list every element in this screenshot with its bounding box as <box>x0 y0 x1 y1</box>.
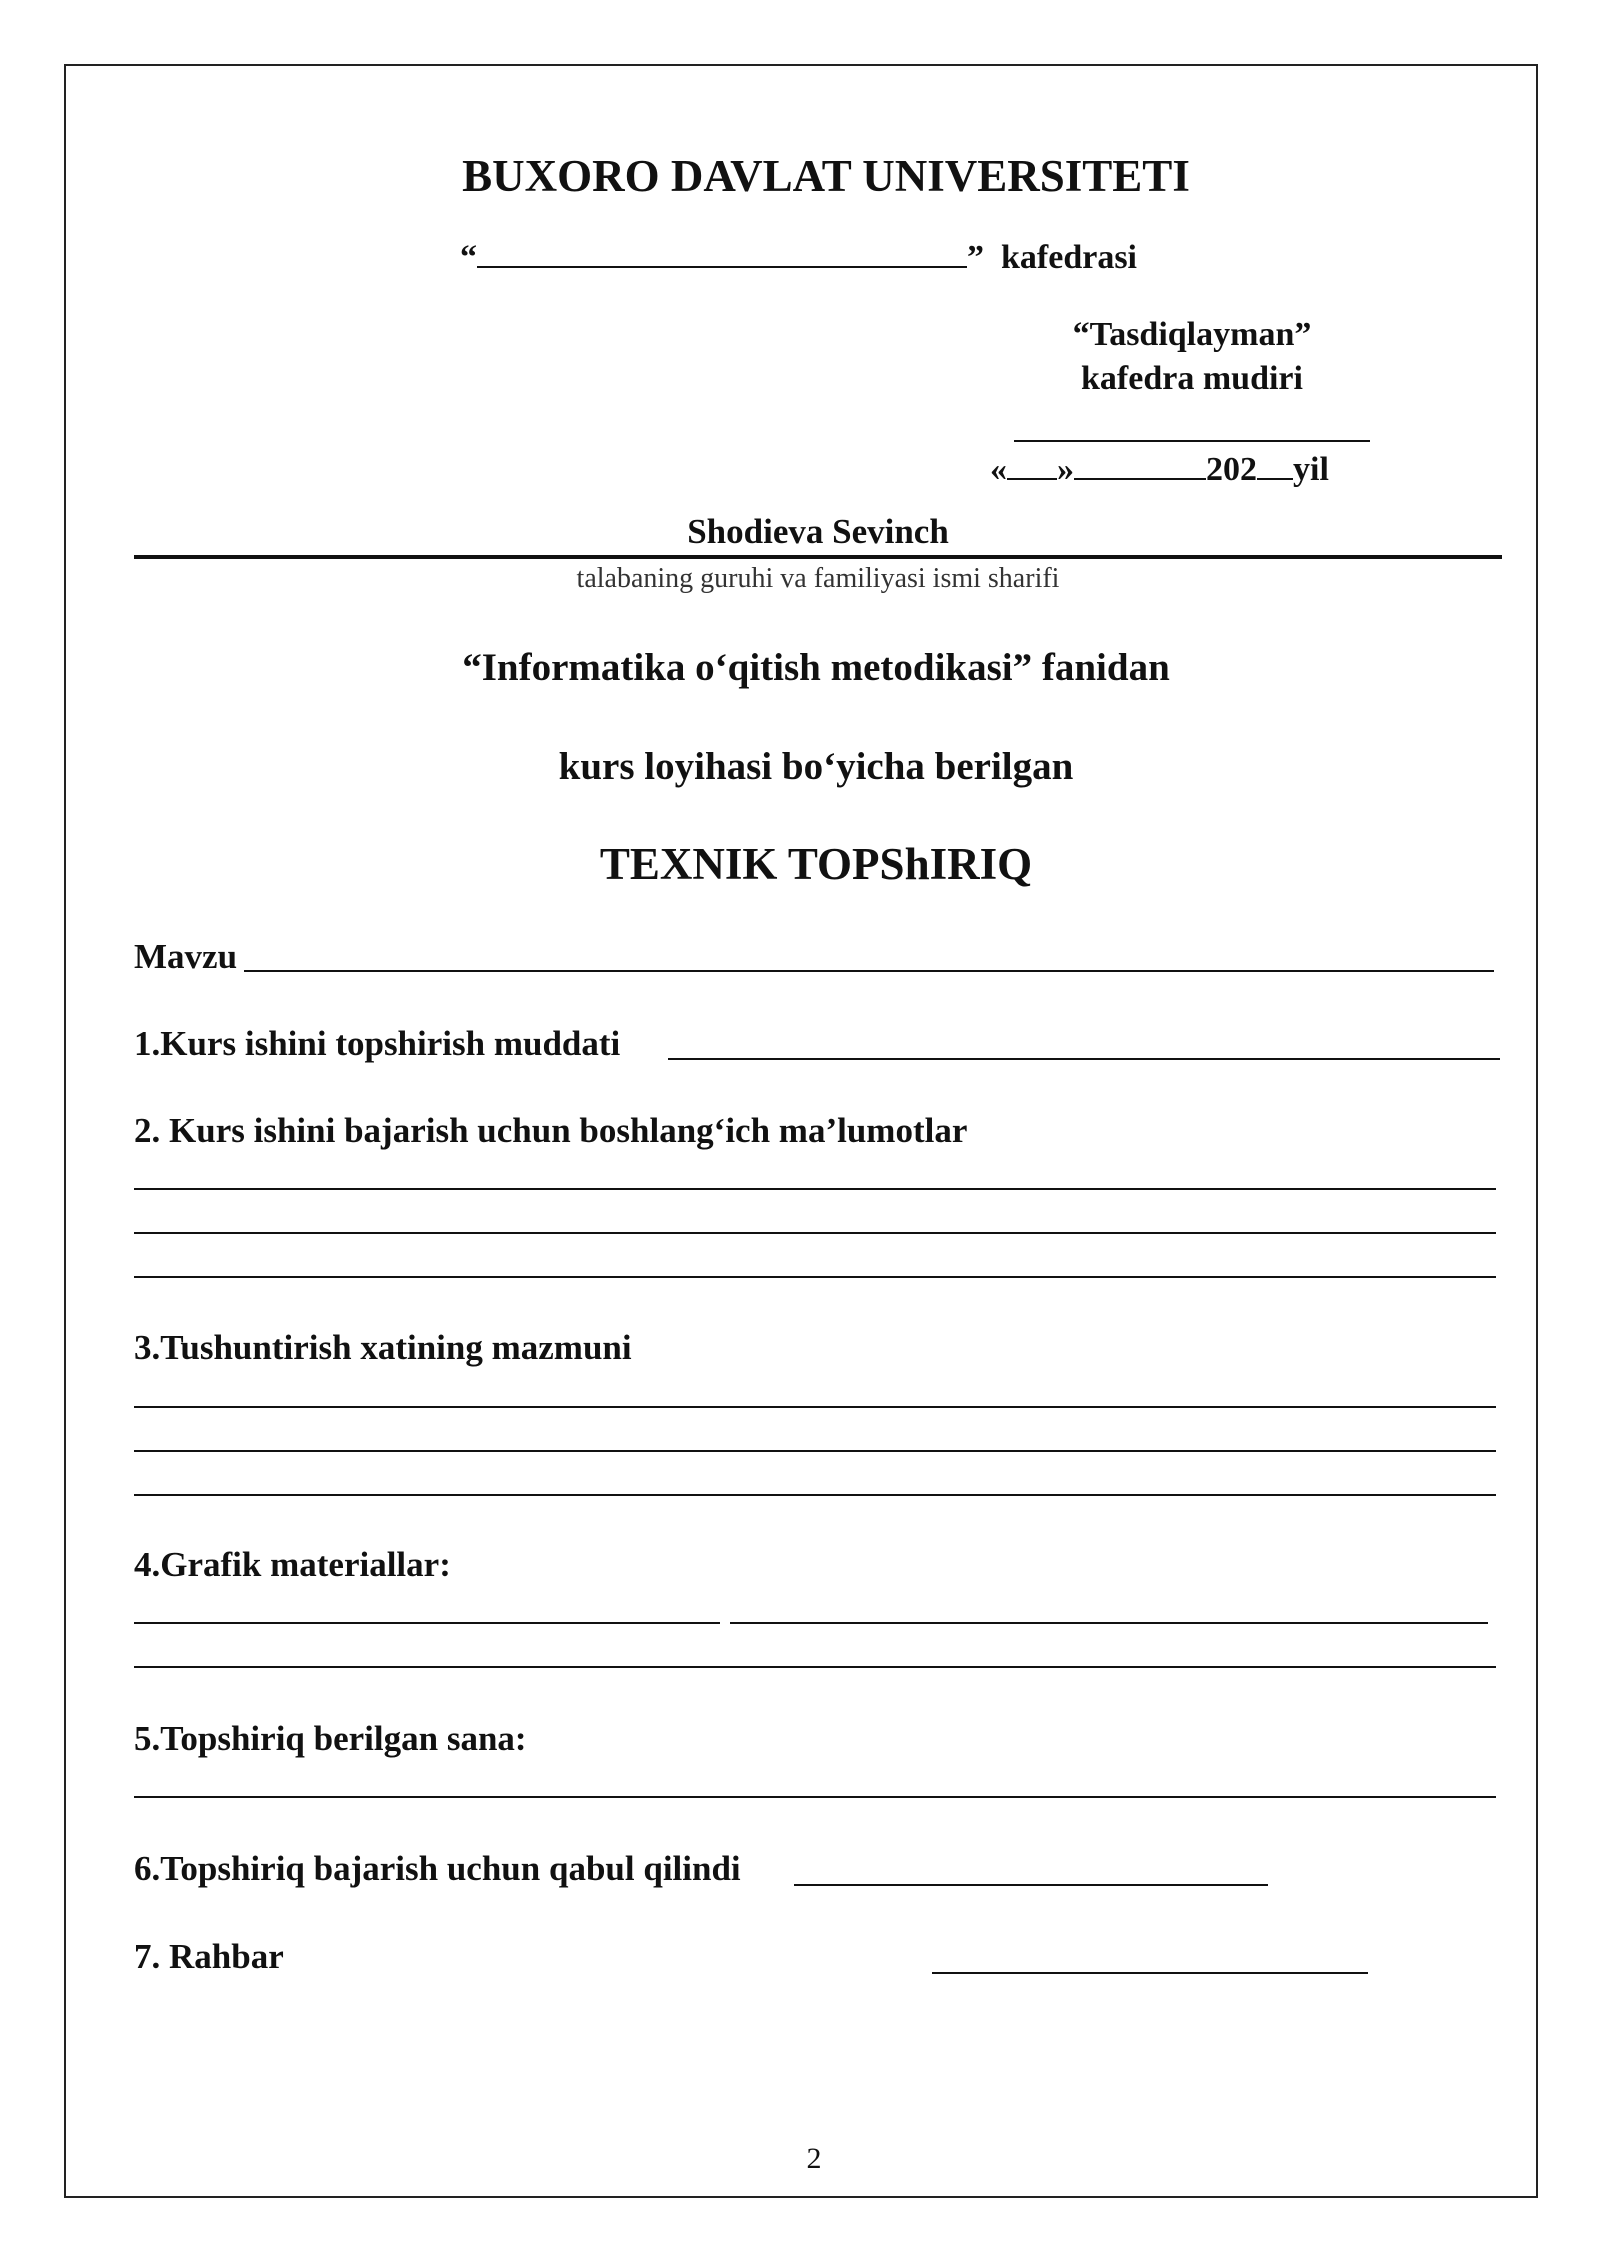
university-title: BUXORO DAVLAT UNIVERSITETI <box>462 151 1190 201</box>
initial-data-line-3[interactable] <box>134 1276 1496 1278</box>
topic-label: Mavzu <box>134 937 238 976</box>
department-line <box>460 236 1137 277</box>
subject-line: “Informatika o‘qitish metodikasi” fanidan <box>462 646 1170 689</box>
quote-open: “ <box>460 239 477 276</box>
main-title: TEXNIK TOPShIRIQ <box>599 839 1033 889</box>
assigned-date-line[interactable] <box>134 1796 1496 1798</box>
supervisor-label: 7. Rahbar <box>134 1937 284 1976</box>
approval-date-line <box>990 450 1329 489</box>
initial-data-label: 2. Kurs ishini bajarish uchun boshlang‘ich ma’lumotlar <box>134 1111 968 1150</box>
accepted-label: 6.Topshiriq bajarish uchun qabul qilindi <box>134 1849 741 1888</box>
approval-signature-line[interactable] <box>1014 440 1370 442</box>
department-blank[interactable] <box>477 236 967 268</box>
initial-data-line-2[interactable] <box>134 1232 1496 1234</box>
course-line: kurs loyihasi bo‘yicha berilgan <box>558 745 1074 788</box>
deadline-line[interactable] <box>668 1058 1500 1060</box>
page-number: 2 <box>806 2142 822 2175</box>
day-blank[interactable] <box>1007 450 1057 480</box>
assigned-date-label: 5.Topshiriq berilgan sana: <box>134 1719 527 1758</box>
supervisor-signature-line[interactable] <box>932 1972 1368 1974</box>
explanation-line-3[interactable] <box>134 1494 1496 1496</box>
quote-close: ” <box>967 239 984 276</box>
initial-data-line-1[interactable] <box>134 1188 1496 1190</box>
year-prefix: 202 <box>1206 451 1257 488</box>
graphics-label: 4.Grafik materiallar: <box>134 1545 451 1584</box>
approval-label: “Tasdiqlayman” <box>1072 316 1312 353</box>
topic-line[interactable] <box>244 970 1494 972</box>
student-name: Shodieva Sevinch <box>687 512 949 551</box>
department-suffix: kafedrasi <box>1001 239 1137 276</box>
approval-role: kafedra mudiri <box>1081 360 1303 397</box>
student-line <box>134 555 1502 559</box>
deadline-label: 1.Kurs ishini topshirish muddati <box>134 1024 621 1063</box>
explanation-line-2[interactable] <box>134 1450 1496 1452</box>
student-caption: talabaning guruhi va familiyasi ismi sharifi <box>576 563 1060 594</box>
explanation-label: 3.Tushuntirish xatining mazmuni <box>134 1328 632 1367</box>
graphics-line-1a[interactable] <box>134 1622 720 1624</box>
date-close: » <box>1057 451 1074 488</box>
date-open: « <box>990 451 1007 488</box>
explanation-line-1[interactable] <box>134 1406 1496 1408</box>
graphics-line-1b[interactable] <box>730 1622 1488 1624</box>
month-blank[interactable] <box>1074 450 1206 480</box>
accepted-line[interactable] <box>794 1884 1268 1886</box>
year-suffix: yil <box>1293 451 1329 488</box>
year-blank[interactable] <box>1257 450 1293 480</box>
graphics-line-2[interactable] <box>134 1666 1496 1668</box>
